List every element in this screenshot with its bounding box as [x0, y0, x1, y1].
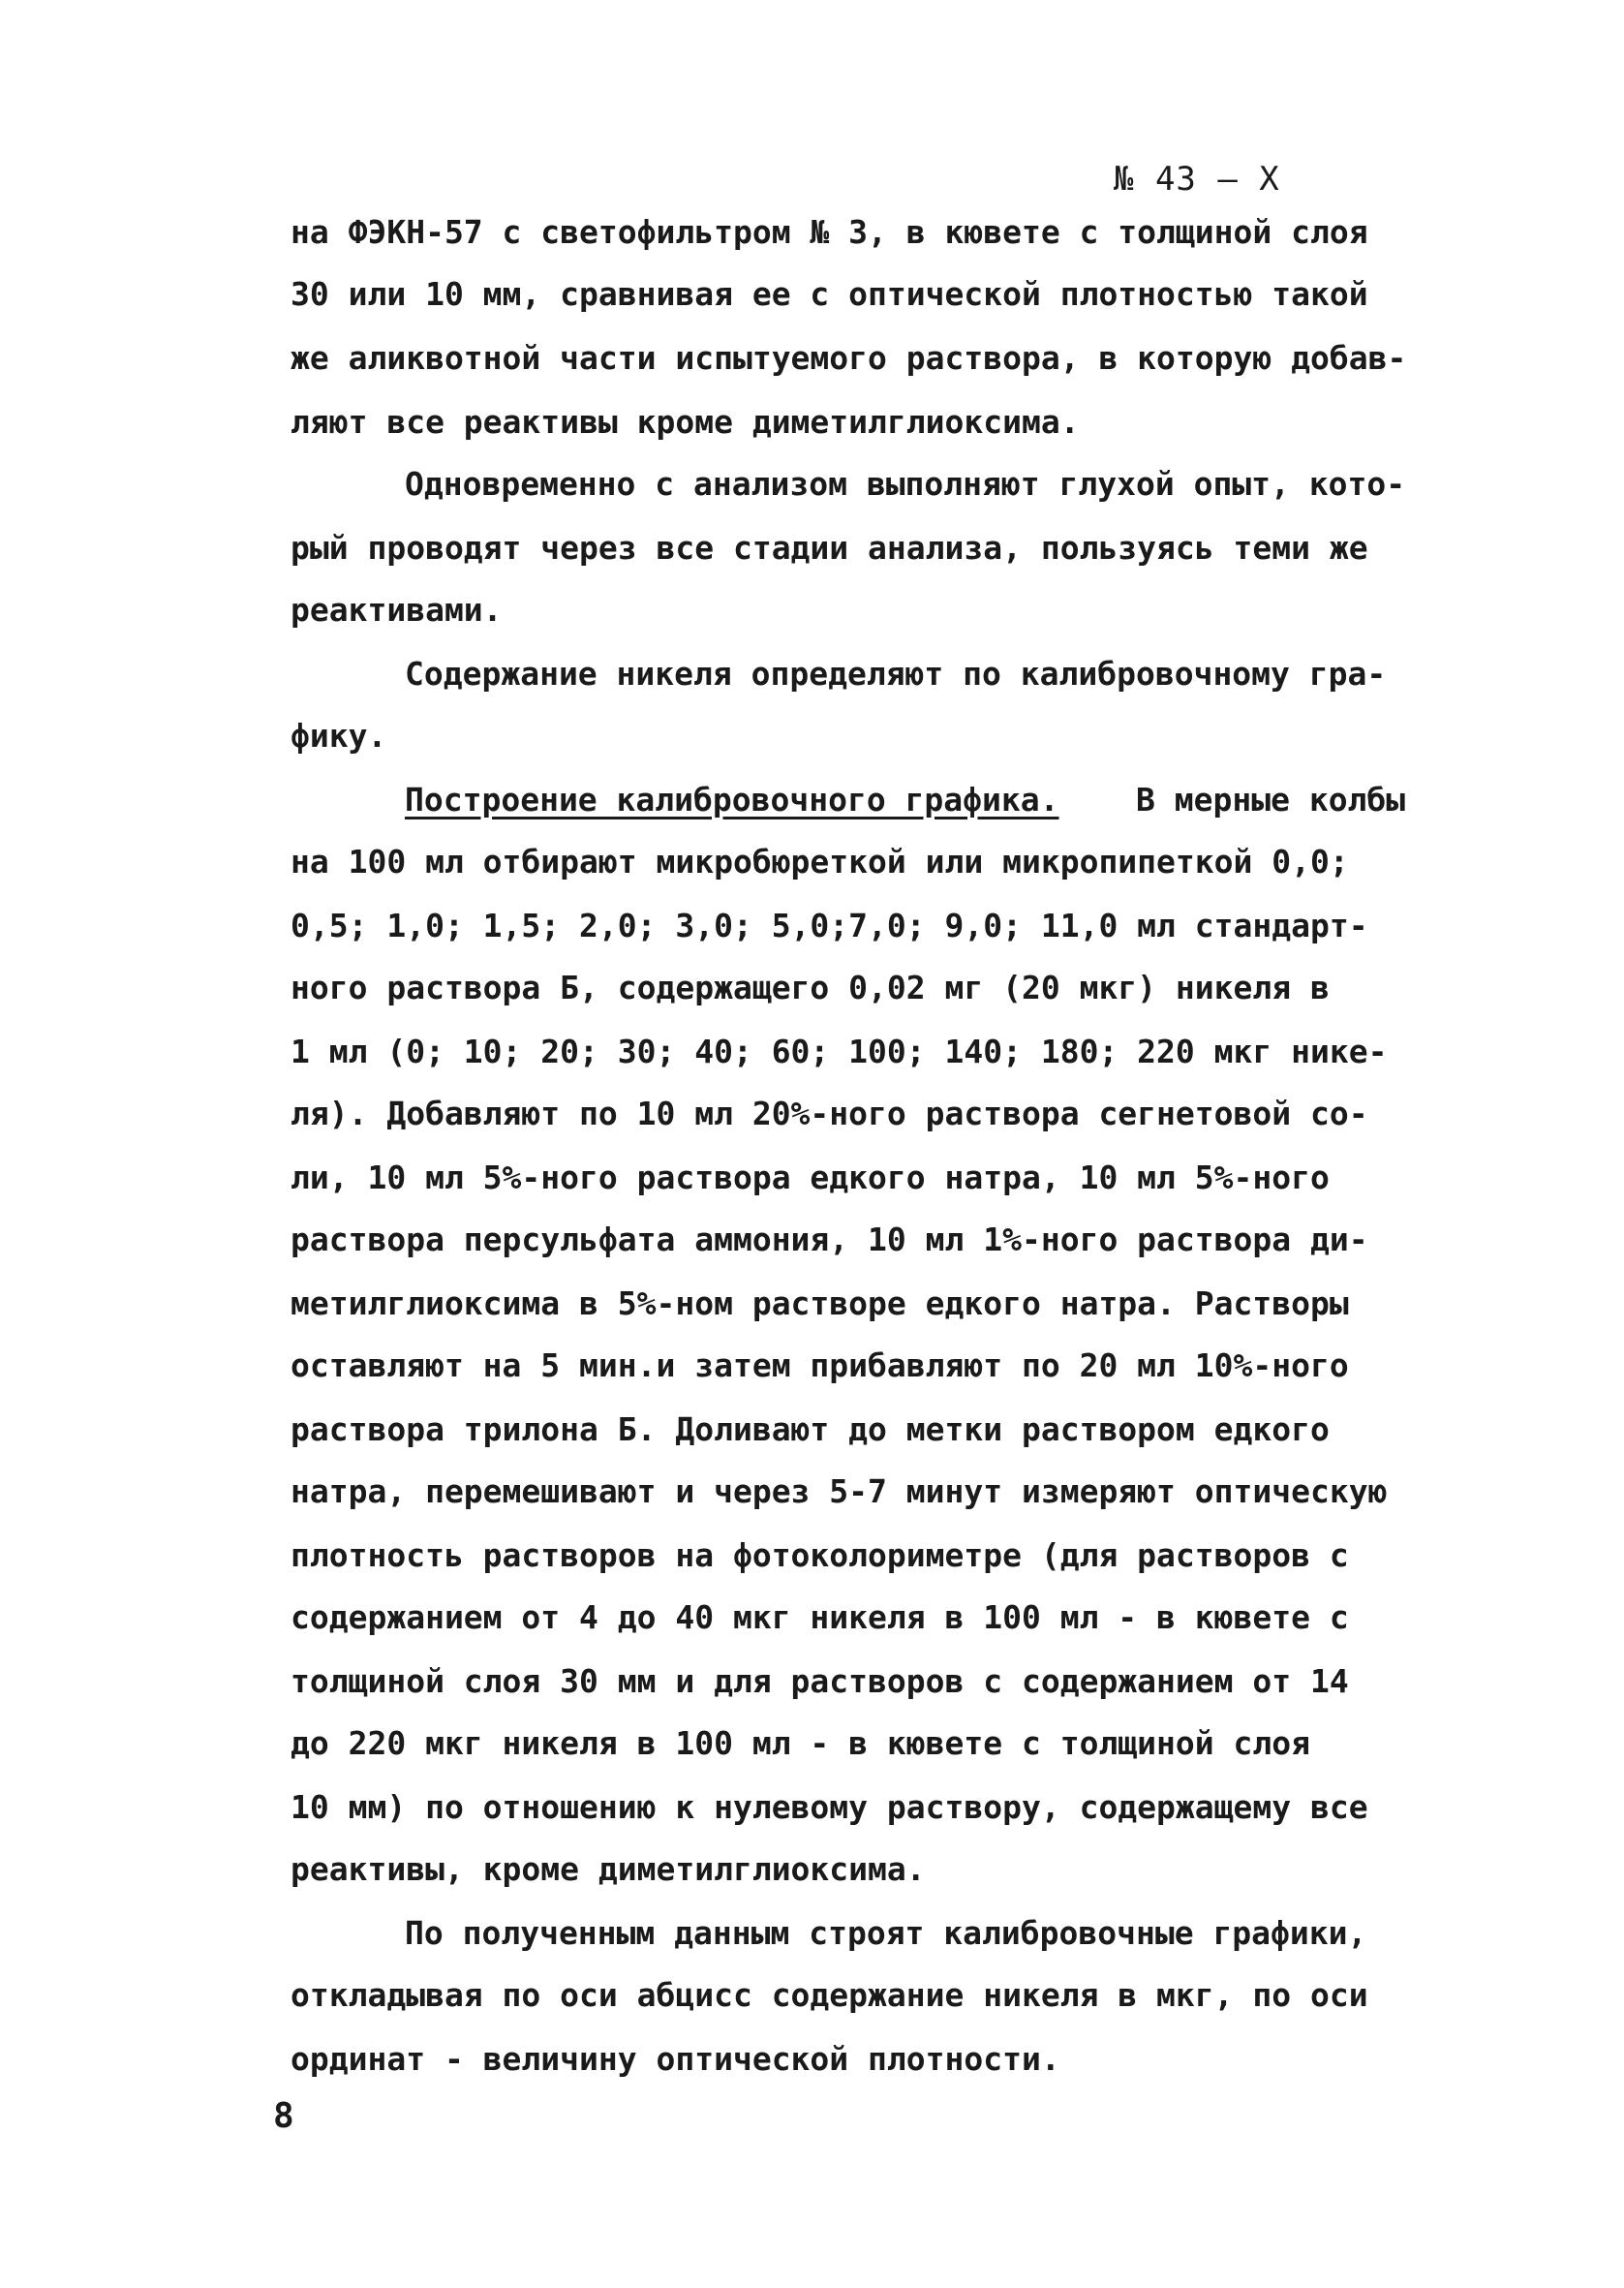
text-line: оставляют на 5 мин.и затем прибавляют по 20 мл 10%-ного — [291, 1346, 1349, 1384]
text-line: натра, перемешивают и через 5-7 минут измеряют оптическую — [291, 1472, 1388, 1510]
text-line: ли, 10 мл 5%-ного раствора едкого натра, 10 мл 5%-ного — [291, 1159, 1330, 1196]
text-line: откладывая по оси абцисс содержание никеля в мкг, по оси — [291, 1976, 1368, 2014]
text-line: рый проводят через все стадии анализа, пользуясь теми же — [291, 529, 1368, 567]
text-line: реактивы, кроме диметилглиоксима. — [291, 1850, 926, 1888]
text-line: на 100 мл отбирают микробюреткой или микропипеткой 0,0; — [291, 843, 1349, 881]
page-number: 8 — [273, 2096, 294, 2136]
text-line: содержанием от 4 до 40 мкг никеля в 100 мл - в кювете с — [291, 1598, 1349, 1636]
text-line: 30 или 10 мм, сравнивая ее с оптической плотностью такой — [291, 275, 1368, 313]
text-fragment: В мерные колбы — [1136, 781, 1406, 819]
text-line: ля). Добавляют по 10 мл 20%-ного раствора сегнетовой со- — [291, 1095, 1368, 1132]
text-line: Содержание никеля определяют по калибровочному гра- — [405, 655, 1387, 693]
text-line: же аликвотной части испытуемого раствора, в которую добав- — [291, 339, 1407, 377]
text-line: 1 мл (0; 10; 20; 30; 40; 60; 100; 140; 180; 220 мкг нике- — [291, 1033, 1388, 1070]
text-line: 10 мм) по отношению к нулевому раствору, содержащему все — [291, 1788, 1368, 1826]
text-line: ного раствора Б, содержащего 0,02 мг (20 мкг) никеля в — [291, 969, 1330, 1006]
text-line: По полученным данным строят калибровочные графики, — [405, 1914, 1367, 1952]
text-line: реактивами. — [291, 591, 503, 629]
section-heading: Построение калибровочного графика. — [405, 781, 1059, 819]
text-line: раствора трилона Б. Доливают до метки раствором едкого — [291, 1410, 1330, 1448]
document-number: № 43 – Х — [1114, 160, 1280, 199]
text-line: метилглиоксима в 5%-ном растворе едкого натра. Растворы — [291, 1284, 1349, 1322]
text-line: на ФЭКН-57 с светофильтром № 3, в кювете с толщиной слоя — [291, 213, 1368, 251]
text-line: плотность растворов на фотоколориметре (для растворов с — [291, 1536, 1349, 1574]
text-line: ляют все реактивы кроме диметилглиоксима. — [291, 403, 1080, 441]
text-line: до 220 мкг никеля в 100 мл - в кювете с толщиной слоя — [291, 1724, 1310, 1762]
text-line: раствора персульфата аммония, 10 мл 1%-ного раствора ди- — [291, 1221, 1368, 1258]
text-line: толщиной слоя 30 мм и для растворов с содержанием от 14 — [291, 1662, 1349, 1700]
text-line: ординат - величину оптической плотности. — [291, 2040, 1060, 2078]
heading-line — [405, 781, 1405, 819]
text-line: Одновременно с анализом выполняют глухой опыт, кото- — [405, 465, 1406, 503]
text-line: 0,5; 1,0; 1,5; 2,0; 3,0; 5,0;7,0; 9,0; 11,0 мл стандарт- — [291, 907, 1368, 944]
text-line: фику. — [291, 717, 387, 755]
